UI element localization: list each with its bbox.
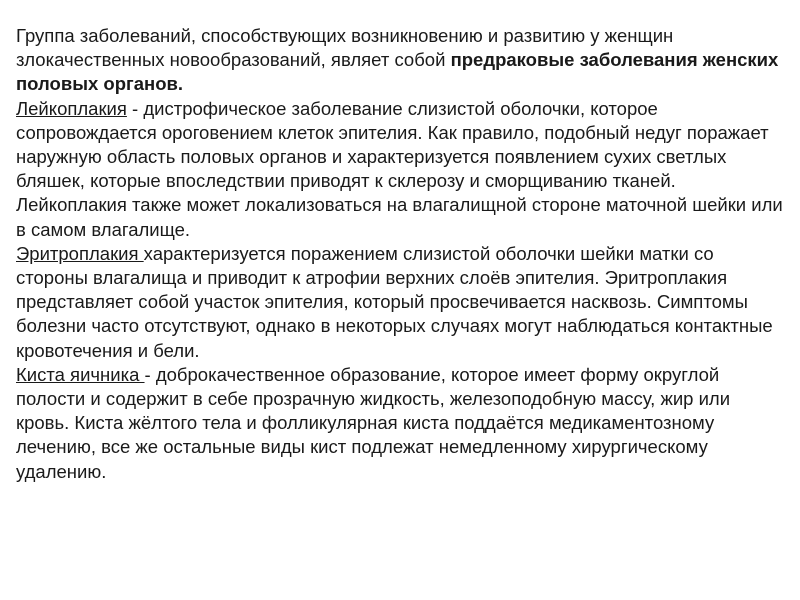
intro-text: Группа заболеваний, способствующих возникновению и развитию у женщин злокачественных новообразований, являет собой: [16, 25, 674, 71]
ovarian-cyst-term: Киста яичника: [16, 363, 145, 385]
erythroplakia-paragraph: [16, 242, 786, 363]
leukoplakia-paragraph: [16, 97, 786, 242]
intro-bold-text: предраковые заболевания женских половых органов.: [16, 49, 779, 95]
ovarian-cyst-text: - доброкачественное образование, которое имеет форму округлой полости и содержит в себе прозрачную жидкость, железоподобную массу, жир или кровь. Киста жёлтого тела и фолликулярная киста поддаётся медикаментозному лечению, все же остальные виды кист подлежат немедленному хирургическому удалению.: [16, 363, 731, 482]
intro-paragraph: [16, 24, 786, 97]
erythroplakia-text: характеризуется поражением слизистой оболочки шейки матки со стороны влагалища и приводит к атрофии верхних слоёв эпителия. Эритроплакия представляет собой участок эпителия, который просвечивается насквозь. Симптомы болезни часто отсутствуют, однако в некоторых случаях могут наблюдаться контактные кровотечения и бели.: [16, 242, 773, 361]
slide-text-body: [16, 24, 786, 484]
erythroplakia-term: Эритроплакия: [16, 242, 144, 264]
leukoplakia-term: Лейкоплакия: [16, 97, 127, 119]
ovarian-cyst-paragraph: [16, 363, 786, 484]
leukoplakia-text: - дистрофическое заболевание слизистой оболочки, которое сопровождается ороговением клеток эпителия. Как правило, подобный недуг поражает наружную область половых органов и характеризуется появлением сухих светлых бляшек, которые впоследствии приводят к склерозу и сморщиванию тканей. Лейкоплакия также может локализоваться на влагалищной стороне маточной шейки или в самом влагалище.: [16, 97, 783, 240]
